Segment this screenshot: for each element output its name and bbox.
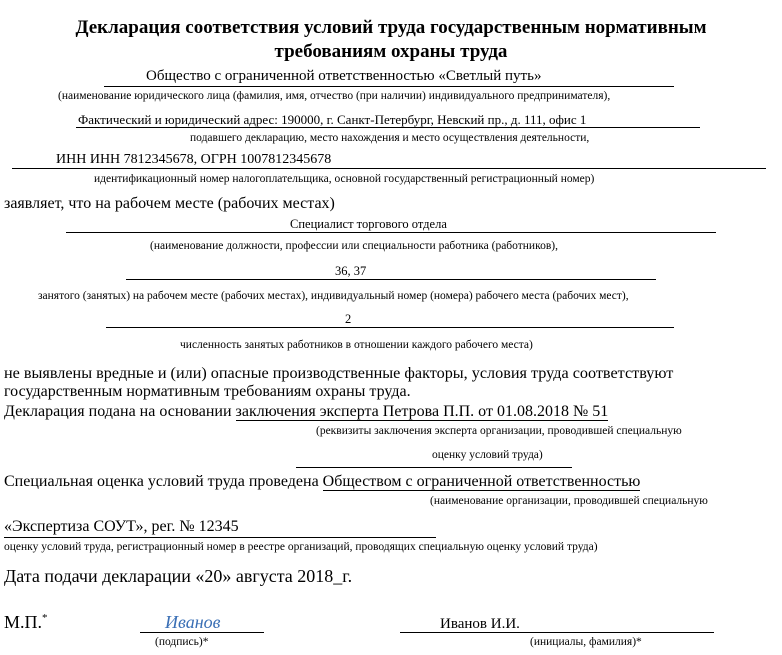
document-title-line2: требованиям охраны труда bbox=[274, 41, 508, 62]
org-name: Общество с ограниченной ответственностью «Светлый путь» bbox=[146, 68, 542, 84]
workplace-intro: заявляет, что на рабочем месте (рабочих местах) bbox=[4, 195, 335, 212]
workplace-numbers-caption: занятого (занятых) на рабочем месте (рабочих местах), индивидуальный номер (номера) рабочего места (рабочих мест), bbox=[38, 290, 629, 302]
basis-line bbox=[4, 403, 608, 421]
assessment-value: Обществом с ограниченной ответственностью bbox=[322, 473, 641, 490]
workplace-numbers-underline bbox=[126, 279, 656, 280]
signature: Иванов bbox=[165, 612, 221, 632]
assessment-line bbox=[4, 473, 640, 491]
assessment-value2: «Экспертиза СОУТ», рег. № 12345 bbox=[4, 518, 239, 535]
assessment-caption2: оценку условий труда, регистрационный номер в реестре организаций, проводящих специальную оценку условий труда) bbox=[4, 541, 598, 553]
worker-count: 2 bbox=[345, 312, 352, 326]
signatory-name-caption: (инициалы, фамилия)* bbox=[530, 636, 642, 648]
worker-count-underline bbox=[106, 327, 674, 328]
basis-caption2: оценку условий труда) bbox=[432, 449, 543, 461]
stamp-label bbox=[4, 612, 48, 633]
signature-caption: (подпись)* bbox=[155, 636, 209, 648]
org-address-caption: подавшего декларацию, место нахождения и место осуществления деятельности, bbox=[190, 132, 590, 144]
stamp-footnote-mark: * bbox=[42, 612, 48, 624]
assessment-value2-underline bbox=[4, 537, 436, 538]
org-address: Фактический и юридический адрес: 190000, г. Санкт-Петербург, Невский пр., д. 111, офис 1 bbox=[78, 112, 587, 127]
org-name-underline bbox=[104, 86, 674, 87]
signatory-name: Иванов И.И. bbox=[440, 616, 520, 632]
statement-line1: не выявлены вредные и (или) опасные производственные факторы, условия труда соответствуют bbox=[4, 364, 674, 382]
document-title-line1: Декларация соответствия условий труда государственным нормативным bbox=[75, 17, 707, 38]
signatory-name-underline bbox=[400, 632, 714, 633]
worker-count-caption: численность занятых работников в отношении каждого рабочего места) bbox=[180, 339, 533, 351]
signature-underline bbox=[140, 632, 264, 633]
org-ids-caption: идентификационный номер налогоплательщика, основной государственный регистрационный номер) bbox=[94, 173, 595, 185]
org-ids: ИНН ИНН 7812345678, ОГРН 1007812345678 bbox=[56, 152, 332, 167]
assessment-caption1: (наименование организации, проводившей специальную bbox=[430, 495, 708, 507]
submission-date: Дата подачи декларации «20» августа 2018_г. bbox=[4, 566, 353, 586]
basis-caption-underline bbox=[296, 467, 572, 468]
basis-value: заключения эксперта Петрова П.П. от 01.08.2018 № 51 bbox=[235, 403, 609, 420]
basis-caption1: (реквизиты заключения эксперта организации, проводившей специальную bbox=[316, 425, 682, 437]
workplace-numbers: 36, 37 bbox=[335, 264, 367, 278]
org-name-caption: (наименование юридического лица (фамилия, имя, отчество (при наличии) индивидуального предпринимателя), bbox=[58, 90, 611, 102]
basis-prefix: Декларация подана на основании bbox=[4, 403, 236, 420]
assessment-prefix: Специальная оценка условий труда проведена bbox=[4, 473, 323, 490]
position-value: Специалист торгового отдела bbox=[290, 217, 447, 231]
statement-line2: государственным нормативным требованиям охраны труда. bbox=[4, 383, 411, 400]
position-underline bbox=[66, 232, 716, 233]
org-ids-underline bbox=[12, 168, 766, 169]
position-caption: (наименование должности, профессии или специальности работника (работников), bbox=[150, 240, 558, 252]
stamp-text: М.П. bbox=[4, 612, 43, 632]
